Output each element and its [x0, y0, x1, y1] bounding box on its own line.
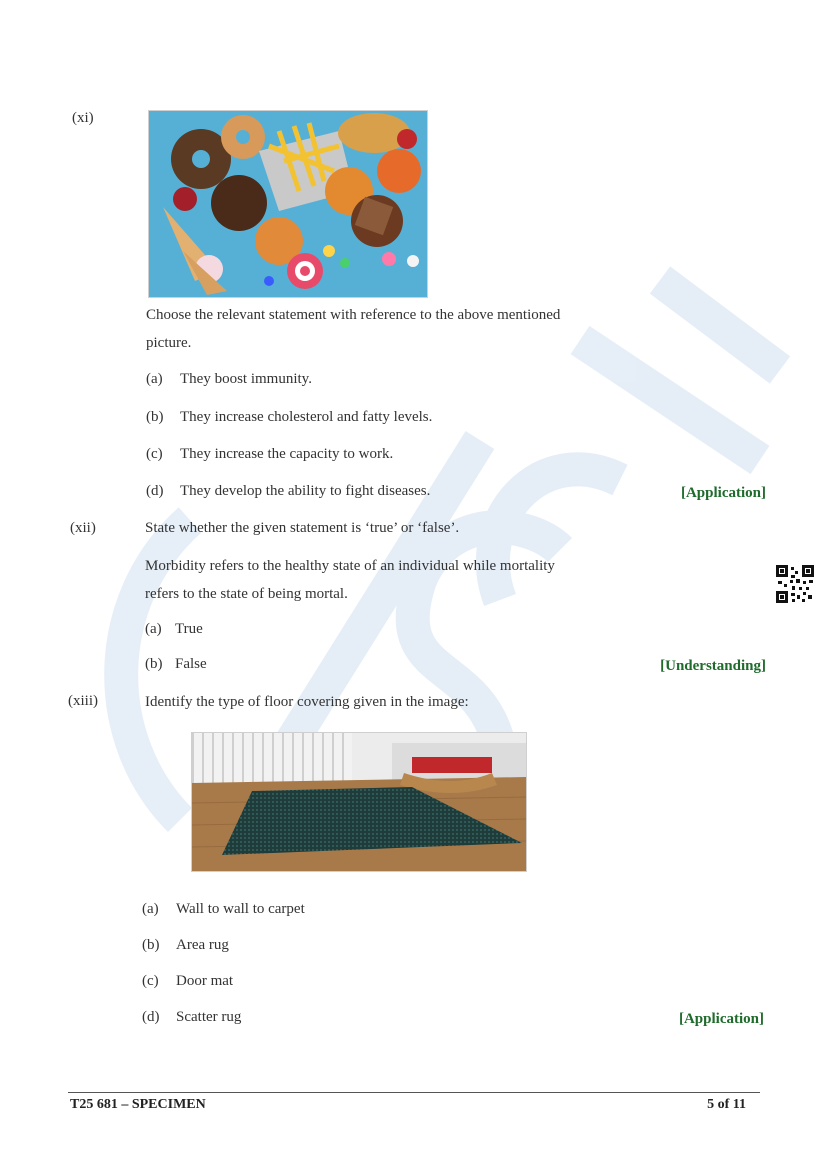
option-xii-b: [145, 656, 207, 673]
option-text: Wall to wall to carpet: [176, 901, 305, 917]
option-text: False: [175, 656, 207, 672]
junk-food-photo-icon: [149, 111, 427, 297]
question-xii-statement-line2: refers to the state of being mortal.: [145, 586, 348, 602]
rug-image: [191, 732, 527, 872]
option-text: They boost immunity.: [180, 371, 312, 387]
option-text: Door mat: [176, 973, 234, 989]
option-xi-c: [146, 446, 393, 463]
option-label: (b): [145, 656, 163, 672]
question-xi-stem-line2: picture.: [146, 335, 192, 351]
option-xiii-b: [142, 937, 229, 954]
option-xiii-c: [142, 973, 233, 990]
question-number-xiii: (xiii): [68, 693, 98, 709]
question-number-xi: (xi): [72, 110, 94, 126]
question-xi-stem-line1: Choose the relevant statement with reference to the above mentioned: [146, 307, 561, 323]
option-label: (b): [142, 937, 160, 953]
option-xi-a: [146, 371, 312, 388]
option-text: Scatter rug: [176, 1009, 242, 1025]
page-number: 5 of 11: [707, 1097, 746, 1112]
junk-food-image: [148, 110, 428, 298]
option-label: (c): [146, 446, 163, 462]
option-label: (a): [142, 901, 159, 917]
question-number-xii: (xii): [70, 520, 96, 536]
footer-divider: [68, 1092, 760, 1093]
option-xi-d: [146, 483, 430, 500]
option-text: They increase cholesterol and fatty levels.: [180, 409, 433, 425]
option-label: (d): [142, 1009, 160, 1025]
rug-room-photo-icon: [192, 733, 526, 871]
question-xii-statement-line1: Morbidity refers to the healthy state of an individual while mortality: [145, 558, 555, 574]
option-text: They develop the ability to fight diseases.: [180, 483, 431, 499]
qr-code-icon: [776, 565, 814, 603]
option-label: (d): [146, 483, 164, 499]
option-xi-b: [146, 409, 432, 426]
option-label: (b): [146, 409, 164, 425]
option-xiii-a: [142, 901, 305, 918]
paper-code: T25 681 – SPECIMEN: [70, 1097, 206, 1112]
question-xii-tag: [Understanding]: [660, 658, 766, 674]
option-label: (a): [145, 621, 162, 637]
option-xiii-d: [142, 1009, 241, 1026]
option-label: (a): [146, 371, 163, 387]
option-text: They increase the capacity to work.: [180, 446, 394, 462]
question-xiii-tag: [Application]: [678, 1011, 764, 1027]
question-xi-tag: [Application]: [680, 485, 766, 501]
option-text: Area rug: [176, 937, 229, 953]
question-xiii-stem: Identify the type of floor covering given in the image:: [145, 694, 469, 710]
question-xii-stem: State whether the given statement is ‘true’ or ‘false’.: [145, 520, 460, 536]
option-xii-a: [145, 621, 203, 638]
option-text: True: [175, 621, 203, 637]
option-label: (c): [142, 973, 159, 989]
